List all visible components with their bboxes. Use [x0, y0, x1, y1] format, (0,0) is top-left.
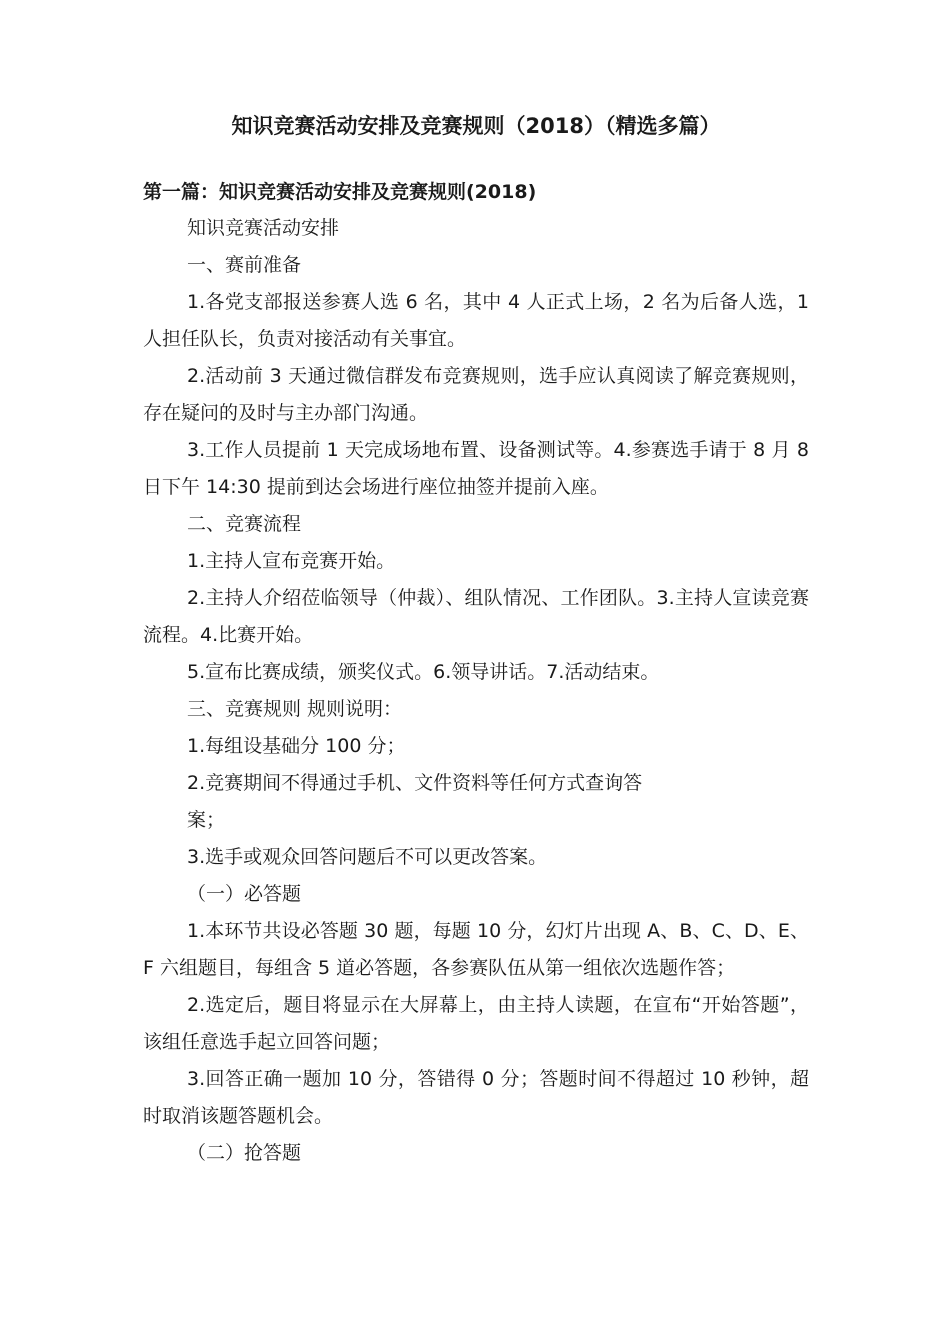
paragraph: 1.本环节共设必答题 30 题，每题 10 分，幻灯片出现 A、B、C、D、E、F 六组题目，每组含 5 道必答题，各参赛队伍从第一组依次选题作答； — [143, 920, 809, 979]
paragraph: 一、赛前准备 — [187, 254, 302, 276]
paragraph: 知识竞赛活动安排 — [187, 217, 340, 239]
paragraph: 2.竞赛期间不得通过手机、文件资料等任何方式查询答 — [187, 772, 643, 794]
paragraph: 2.选定后，题目将显示在大屏幕上，由主持人读题，在宣布“开始答题”，该组任意选手起立回答问题； — [143, 994, 809, 1053]
paragraph: 三、竞赛规则 规则说明： — [187, 698, 403, 720]
paragraph: 案； — [187, 809, 226, 831]
paragraph: （一）必答题 — [187, 883, 302, 905]
paragraph: 1.主持人宣布竞赛开始。 — [187, 550, 396, 572]
paragraph: 2.活动前 3 天通过微信群发布竞赛规则，选手应认真阅读了解竞赛规则，存在疑问的及时与主办部门沟通。 — [143, 365, 809, 424]
paragraph: 3.回答正确一题加 10 分，答错得 0 分；答题时间不得超过 10 秒钟，超时取消该题答题机会。 — [143, 1068, 809, 1127]
paragraph: 1.每组设基础分 100 分； — [187, 735, 406, 757]
document-page — [143, 108, 809, 1172]
paragraph: 3.工作人员提前 1 天完成场地布置、设备测试等。4.参赛选手请于 8 月 8 日下午 14:30 提前到达会场进行座位抽签并提前入座。 — [143, 439, 809, 498]
paragraph: 1.各党支部报送参赛人选 6 名，其中 4 人正式上场，2 名为后备人选，1 人担任队长，负责对接活动有关事宜。 — [143, 291, 809, 350]
section-heading: 第一篇：知识竞赛活动安排及竞赛规则(2018) — [143, 181, 537, 203]
paragraph: 二、竞赛流程 — [187, 513, 302, 535]
paragraph: （二）抢答题 — [187, 1142, 302, 1164]
document-title: 知识竞赛活动安排及竞赛规则（2018）（精选多篇） — [231, 114, 721, 138]
paragraph: 5.宣布比赛成绩，颁奖仪式。6.领导讲话。7.活动结束。 — [187, 661, 660, 683]
paragraph: 2.主持人介绍莅临领导（仲裁）、组队情况、工作团队。3.主持人宣读竞赛流程。4.比赛开始。 — [143, 587, 809, 646]
paragraph: 3.选手或观众回答问题后不可以更改答案。 — [187, 846, 548, 868]
